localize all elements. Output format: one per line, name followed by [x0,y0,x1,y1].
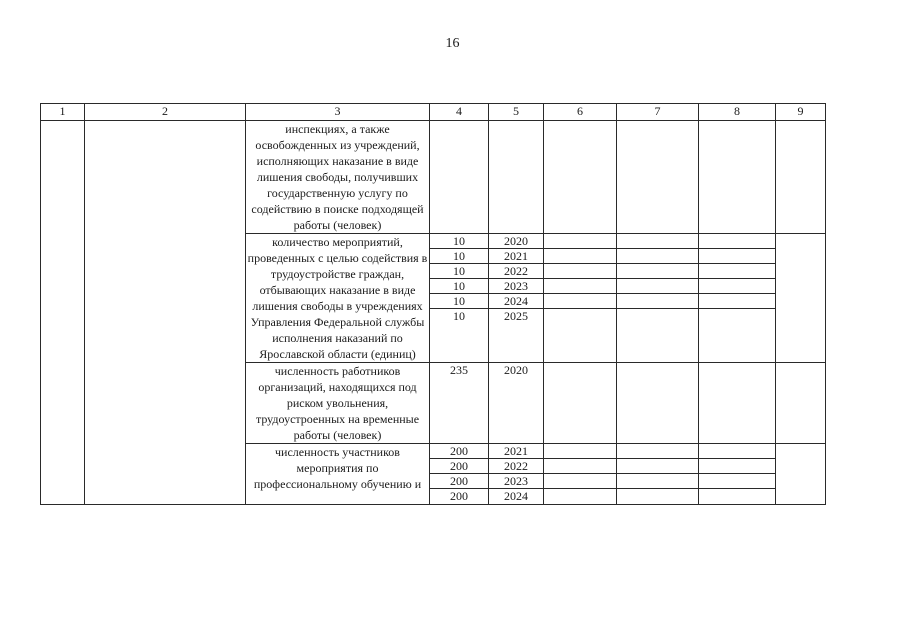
year-entry: 2023 [489,474,543,489]
cell-col-9 [776,444,826,505]
cell-col-8 [699,363,776,444]
cell-col-1 [41,121,85,505]
cell-col-2 [85,121,246,505]
blank-entry [544,279,616,294]
value-entry: 200 [430,474,488,489]
column-header-4: 4 [430,104,489,121]
year-cell [489,121,544,234]
blank-entry [699,279,775,294]
blank-entry [617,459,698,474]
column-header-2: 2 [85,104,246,121]
value-entry: 10 [430,249,488,264]
cell-col-7 [617,121,699,234]
blank-entry [544,474,616,489]
indicator-text: численность работников организаций, находящихся под риском увольнения, трудоустроенных на временные работы (человек) [255,364,420,442]
blank-entry [699,489,775,504]
indicator-cell [246,234,430,363]
value-entry: 10 [430,279,488,294]
value-entry: 200 [450,489,468,503]
indicator-text: количество мероприятий, проведенных с целью содействия в трудоустройстве граждан, отбывающих наказание в виде лишения свободы в учреждениях Управления Федеральной службы исполнения наказаний по Ярославской области (единиц) [247,235,428,361]
blank-entry [617,249,698,264]
year-entry: 2025 [504,309,528,323]
blank-entry [699,474,775,489]
blank-entry [699,249,775,264]
blank-entry [544,294,616,309]
cell-col-7 [617,234,699,363]
blank-entry [617,444,698,459]
value-entry: 235 [450,363,468,377]
blank-entry [699,234,775,249]
blank-entry [617,279,698,294]
value-cell [430,234,489,363]
value-cell [430,444,489,505]
blank-entry [544,249,616,264]
value-entry: 10 [430,294,488,309]
cell-col-6 [544,363,617,444]
value-cell [430,363,489,444]
blank-entry [544,444,616,459]
cell-col-8 [699,234,776,363]
column-header-3: 3 [246,104,430,121]
blank-entry [544,459,616,474]
cell-col-9 [776,363,826,444]
year-entry: 2020 [489,234,543,249]
year-cell [489,363,544,444]
year-entry: 2022 [489,459,543,474]
blank-entry [699,459,775,474]
value-cell [430,121,489,234]
blank-entry [617,489,698,504]
value-entry: 200 [430,444,488,459]
column-header-6: 6 [544,104,617,121]
cell-col-9 [776,121,826,234]
column-header-8: 8 [699,104,776,121]
column-header-5: 5 [489,104,544,121]
year-entry: 2022 [489,264,543,279]
year-cell [489,444,544,505]
page-number: 16 [445,36,460,51]
blank-entry [699,309,775,324]
year-entry: 2020 [504,363,528,377]
cell-col-8 [699,444,776,505]
year-entry: 2024 [504,489,528,503]
indicator-cell [246,121,430,234]
year-entry: 2023 [489,279,543,294]
indicator-text: инспекциях, а также освобожденных из учреждений, исполняющих наказание в виде лишения свободы, получивших государственную услугу по содействию в поиске подходящей работы (человек) [251,122,424,232]
blank-entry [617,294,698,309]
blank-entry [617,309,698,324]
table-row [41,121,826,234]
column-header-9: 9 [776,104,826,121]
cell-col-9 [776,234,826,363]
column-header-7: 7 [617,104,699,121]
blank-entry [699,444,775,459]
indicator-text: численность участников мероприятия по профессиональному обучению и [253,445,422,491]
blank-entry [699,294,775,309]
blank-entry [544,489,616,504]
blank-entry [617,234,698,249]
cell-col-6 [544,234,617,363]
cell-col-6 [544,444,617,505]
cell-col-8 [699,121,776,234]
indicator-cell [246,444,430,505]
year-cell [489,234,544,363]
indicator-cell [246,363,430,444]
year-entry: 2024 [489,294,543,309]
year-entry: 2021 [489,444,543,459]
value-entry: 10 [430,234,488,249]
value-entry: 10 [453,309,465,323]
value-entry: 200 [430,459,488,474]
year-entry: 2021 [489,249,543,264]
blank-entry [544,234,616,249]
data-table [40,103,826,505]
blank-entry [699,264,775,279]
table-header-row [41,104,826,121]
column-header-1: 1 [41,104,85,121]
blank-entry [544,264,616,279]
cell-col-7 [617,363,699,444]
cell-col-6 [544,121,617,234]
cell-col-7 [617,444,699,505]
blank-entry [617,474,698,489]
blank-entry [617,264,698,279]
blank-entry [544,309,616,324]
value-entry: 10 [430,264,488,279]
